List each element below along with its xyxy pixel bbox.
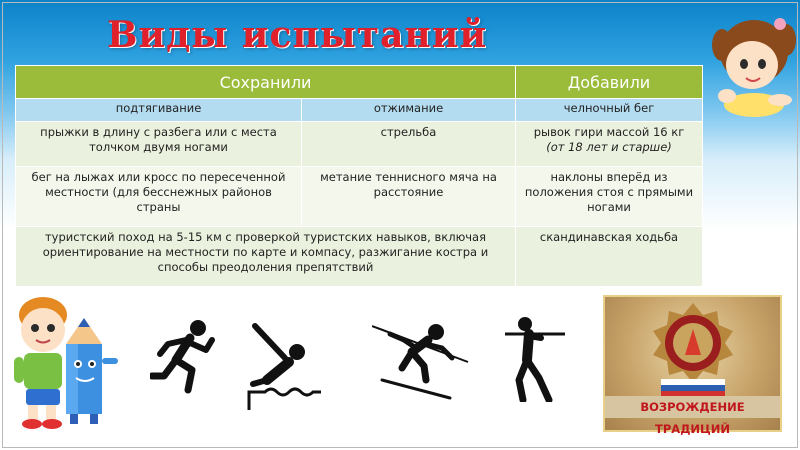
cell-kept-2: отжимание (302, 99, 516, 122)
gto-badge (603, 295, 782, 436)
pencil-mascot-icon (62, 318, 122, 430)
cell-added: наклоны вперёд из положения стоя с прямыми ногами (516, 167, 703, 227)
cell-added-note: (от 18 лет и старше) (546, 140, 672, 154)
cell-kept-1: бег на лыжах или кросс по пересеченной местности (для бесснежных районов страны (16, 167, 302, 227)
skier-icon (372, 318, 470, 404)
table-row (16, 99, 703, 122)
girl-mascot-icon (702, 10, 800, 128)
header-kept: Сохранили (16, 66, 516, 99)
table-row (16, 122, 703, 167)
header-added: Добавили (516, 66, 703, 99)
table-row (16, 167, 703, 227)
cell-kept-merged: туристский поход на 5-15 км с проверкой туристских навыков, включая ориентирование на местности по карте и компасу, разжигание костра и способы преодоления препятствий (16, 227, 516, 287)
cell-kept-2: метание теннисного мяча на расстояние (302, 167, 516, 227)
swimmer-icon (245, 318, 325, 410)
table-row (16, 227, 703, 287)
cell-added: челночный бег (516, 99, 703, 122)
shooter-icon (505, 316, 565, 402)
badge-banner: ВОЗРОЖДЕНИЕ ТРАДИЦИЙ (605, 396, 780, 418)
cell-added: скандинавская ходьба (516, 227, 703, 287)
gto-emblem-icon (651, 303, 735, 397)
cell-added-text: рывок гири массой 16 кг (533, 125, 685, 139)
table-header-row (16, 66, 703, 99)
cell-kept-2: стрельба (302, 122, 516, 167)
cell-added (516, 122, 703, 167)
slide-title: Виды испытаний (107, 14, 488, 56)
runner-icon (150, 318, 220, 398)
cell-kept-1: прыжки в длину с разбега или с места толчком двумя ногами (16, 122, 302, 167)
cell-kept-1: подтягивание (16, 99, 302, 122)
norms-table (15, 65, 703, 287)
